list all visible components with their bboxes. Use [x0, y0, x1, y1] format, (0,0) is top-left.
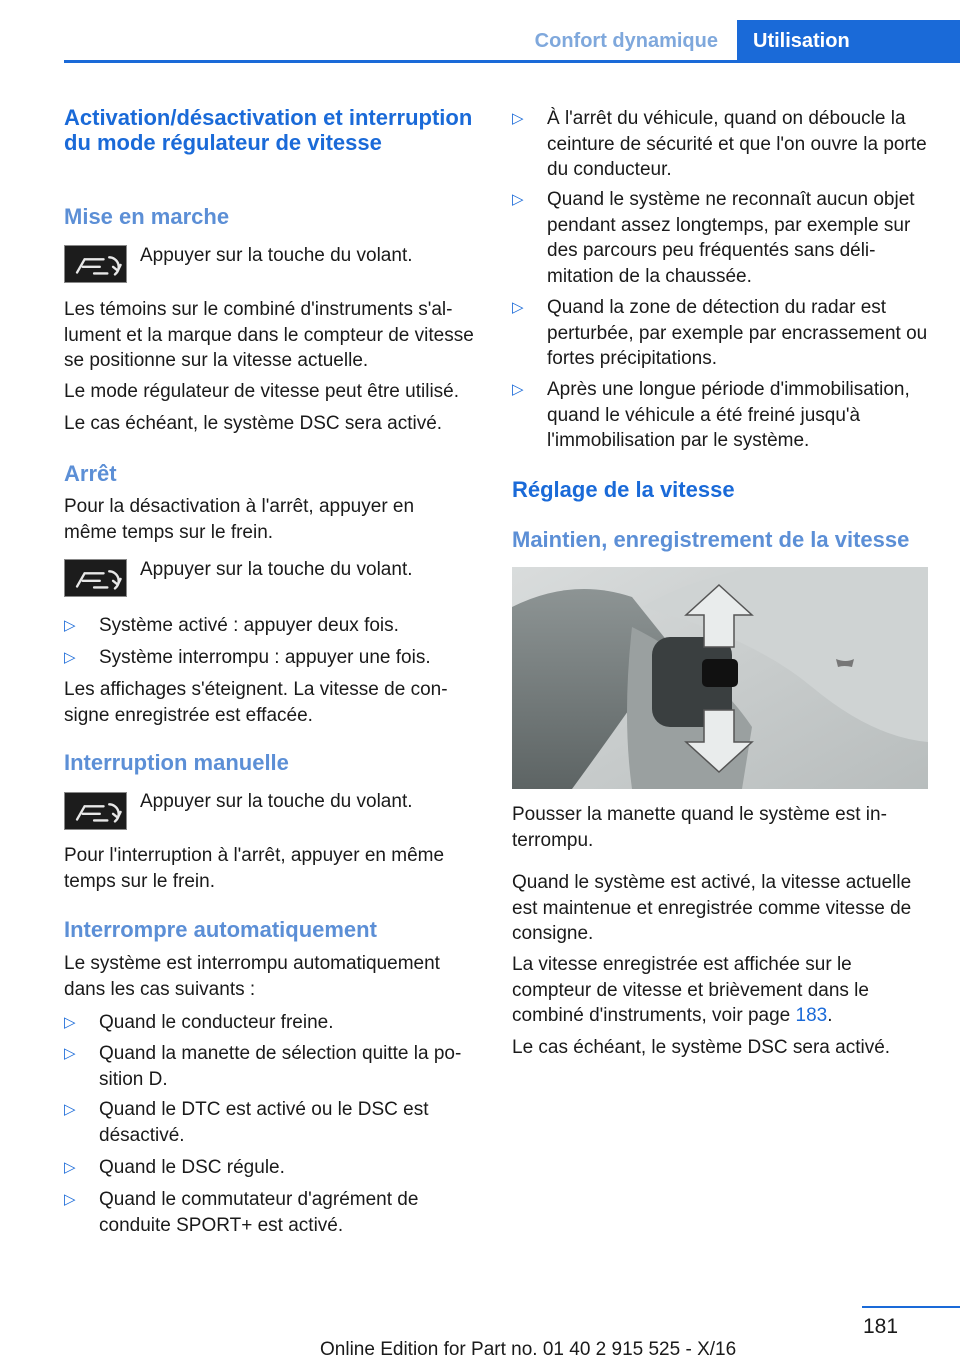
list-item: ▷ Après une longue période d'immobilisation, quand le véhicule a été freiné jusqu'à l'immobilisation par le système. — [512, 379, 910, 451]
list-item: ▷ Quand la manette de sélection quitte la position D. — [64, 1043, 462, 1090]
bullet-triangle-icon: ▷ — [64, 1191, 76, 1208]
list-item: ▷ Quand le système ne reconnaît aucun objet pendant assez longtemps, par exemple sur des parcours peu fréquentés sans délimitation de la chaussée. — [512, 189, 915, 287]
paragraph: Les témoins sur le combiné d'instruments s'allument et la marque dans le compteur de vitesse se positionne sur la vitesse actuelle. — [64, 299, 474, 371]
section-tab[interactable]: Confort dynamique — [534, 30, 718, 52]
list-item: ▷ Quand le DTC est activé ou le DSC est désactivé. — [64, 1099, 429, 1146]
heading-mise-en-marche: Mise en marche — [64, 204, 230, 229]
paragraph: La vitesse enregistrée est affichée sur le compteur de vitesse et brièvement dans le combiné d'instruments, voir page 183. — [512, 954, 869, 1026]
cruise-control-icon — [64, 792, 127, 830]
page-link[interactable]: 183 — [795, 1005, 828, 1026]
icon-caption: Appuyer sur la touche du volant. — [140, 559, 413, 580]
bullet-triangle-icon: ▷ — [64, 1045, 76, 1062]
list-item: ▷ Quand le commutateur d'agrément de conduite SPORT+ est activé. — [64, 1189, 419, 1236]
list-item: ▷ À l'arrêt du véhicule, quand on déboucle la ceinture de sécurité et que l'on ouvre la porte du conducteur. — [512, 108, 927, 180]
list-item: ▷ Système activé : appuyer deux fois. — [64, 613, 484, 639]
icon-caption: Appuyer sur la touche du volant. — [140, 245, 413, 266]
paragraph: Le cas échéant, le système DSC sera activé. — [64, 413, 443, 434]
heading-maintien-vitesse: Maintien, enregistrement de la vitesse — [512, 527, 910, 552]
bullet-triangle-icon: ▷ — [64, 1101, 76, 1118]
edition-note: Online Edition for Part no. 01 40 2 915 525 - X/16 — [320, 1339, 737, 1360]
chapter-tab[interactable]: Utilisation — [737, 20, 960, 62]
footer-rule — [862, 1306, 960, 1308]
bullet-triangle-icon: ▷ — [64, 1014, 76, 1031]
heading-interrompre-auto: Interrompre automatiquement — [64, 917, 377, 942]
paragraph: Quand le système est activé, la vitesse actuelle est maintenue et enregistrée comme vitesse de consigne. — [512, 872, 912, 944]
list-item: ▷ Quand le conducteur freine. — [64, 1010, 484, 1036]
cruise-control-icon — [64, 559, 127, 597]
steering-wheel-image — [512, 567, 928, 789]
list-item: ▷ Système interrompu : appuyer une fois. — [64, 645, 484, 671]
bullet-triangle-icon: ▷ — [512, 110, 524, 127]
heading-reglage-vitesse: Réglage de la vitesse — [512, 477, 735, 502]
paragraph: Le mode régulateur de vitesse peut être utilisé. — [64, 381, 460, 402]
heading-arret: Arrêt — [64, 461, 117, 486]
icon-caption: Appuyer sur la touche du volant. — [140, 791, 413, 812]
paragraph: Pousser la manette quand le système est interrompu. — [512, 804, 887, 851]
list-item: ▷ Quand la zone de détection du radar est perturbée, par exemple par encrassement ou fortes précipitations. — [512, 297, 928, 369]
paragraph: Le cas échéant, le système DSC sera activé. — [512, 1037, 891, 1058]
list-item: ▷ Quand le DSC régule. — [64, 1155, 484, 1181]
paragraph: Pour la désactivation à l'arrêt, appuyer en même temps sur le frein. — [64, 496, 415, 543]
bullet-triangle-icon: ▷ — [64, 1159, 76, 1176]
bullet-triangle-icon: ▷ — [512, 191, 524, 208]
cruise-control-icon — [64, 245, 127, 283]
page-number: 181 — [863, 1315, 899, 1338]
bullet-triangle-icon: ▷ — [512, 381, 524, 398]
bullet-triangle-icon: ▷ — [64, 649, 76, 666]
paragraph: Les affichages s'éteignent. La vitesse de consigne enregistrée est effacée. — [64, 679, 448, 726]
page-header — [0, 0, 960, 62]
bullet-triangle-icon: ▷ — [64, 617, 76, 634]
section-title: Activation/désactivation et interruption du mode régulateur de vitesse — [64, 105, 473, 155]
bullet-triangle-icon: ▷ — [512, 299, 524, 316]
paragraph: Pour l'interruption à l'arrêt, appuyer en même temps sur le frein. — [64, 845, 445, 892]
heading-interruption-manuelle: Interruption manuelle — [64, 750, 289, 775]
header-rule — [64, 60, 960, 63]
paragraph: Le système est interrompu automatiquement dans les cas suivants : — [64, 953, 440, 1000]
